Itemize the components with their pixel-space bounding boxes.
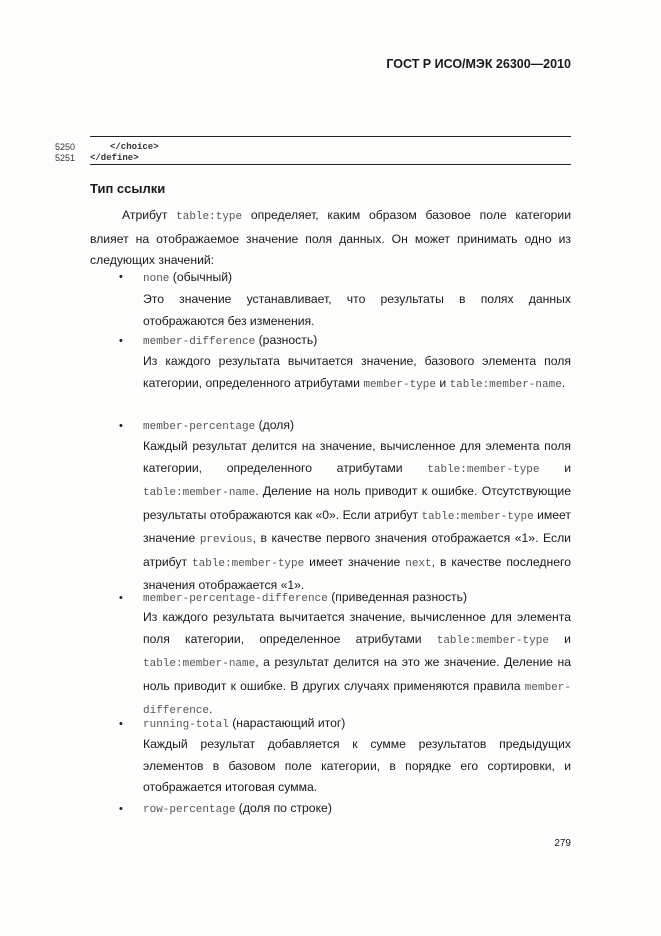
desc-text: и [548,631,571,646]
desc-code: previous [199,534,253,546]
value-item-heading [143,415,294,438]
value-item-heading [143,713,345,736]
desc-code: table:member-name [143,658,256,670]
page-number: 279 [554,838,571,849]
value-label: (обычный) [169,270,233,284]
desc-text: Каждый результат добавляется к сумме результатов предыдущих элементов в базовом поле категории, в порядке его сортировки, и отображается итоговая сумма. [143,737,571,794]
bullet: • [119,420,123,432]
desc-text: . [209,702,213,716]
desc-text: имеет значение [143,507,571,545]
desc-code: next [405,557,432,570]
desc-code: member-difference [143,681,571,717]
desc-text: имеет значение [304,554,406,569]
value-code: row-percentage [143,804,236,816]
bullet: • [119,718,123,730]
code-block-bottom-rule [90,164,571,165]
desc-text: и [435,375,450,390]
value-item-heading [143,798,332,821]
bullet: • [119,271,123,283]
desc-text: . [561,375,566,390]
desc-text: , в качестве первого значения отображается «1». Если атрибут [143,531,571,569]
code-line-number: 5250 [55,142,76,152]
desc-code: table:member-type [436,634,549,647]
value-label: (разность) [255,333,318,347]
value-description [143,351,571,396]
value-code: member-percentage [143,421,256,433]
code-block-top-rule [90,136,571,137]
value-label: (приведенная разность) [327,590,468,604]
intro-text: определяет, каким образом базовое поле категории влияет на отображаемое значение поля данных. Он может принимать одно из следующих значений: [90,208,571,267]
intro-text: Атрибут [122,208,177,222]
value-code: running-total [143,719,229,731]
value-description [143,289,571,332]
value-code: none [143,273,170,285]
intro-paragraph [90,205,571,272]
desc-text: . Деление на ноль приводит к ошибке. Отсутствующие результаты отображаются как «0». Если атрибут [143,484,571,522]
desc-text: Это значение устанавливает, что результаты в полях данных отображаются без изменения. [143,292,571,328]
bullet: • [119,335,123,347]
desc-code: member-type [363,378,436,391]
desc-code: table:member-type [192,557,305,570]
code-line: </choice> [110,142,159,152]
value-code: member-percentage-difference [143,593,328,605]
document-header-title: ГОСТ Р ИСО/МЭК 26300—2010 [386,57,571,71]
value-item-heading [143,330,317,353]
desc-code: table:member-name [449,378,562,391]
value-label: (доля по строке) [235,801,332,815]
desc-text: Из каждого результата вычитается значение, вычисленное для элемента поля категории, определенное атрибутами [143,610,571,646]
desc-text: Каждый результат делится на значение, вычисленное для элемента поля категории, определенного атрибутами [143,439,571,475]
desc-code: table:member-type [427,463,540,476]
desc-text: , а результат делится на это же значение. Деление на ноль приводит к ошибке. В других случаях применяются правила [143,655,571,693]
section-title: Тип ссылки [90,181,166,196]
value-code: member-difference [143,336,256,348]
value-description [143,436,571,597]
code-line: </define> [90,153,139,163]
bullet: • [119,592,123,604]
value-description [143,607,571,723]
code-line-number: 5251 [55,153,76,163]
value-item-heading [143,267,232,290]
value-label: (нарастающий итог) [228,716,346,730]
desc-text: , в качестве последнего значения отображается «1». [143,554,572,592]
desc-text: Из каждого результата вычитается значение, базового элемента поля категории, определенного атрибутами [143,354,571,390]
bullet: • [119,803,123,815]
intro-code: table:type [176,211,243,223]
desc-code: table:member-type [421,510,534,523]
desc-code: table:member-name [143,487,256,499]
value-description [143,734,571,799]
value-label: (доля) [255,418,295,432]
desc-text: и [539,460,571,475]
